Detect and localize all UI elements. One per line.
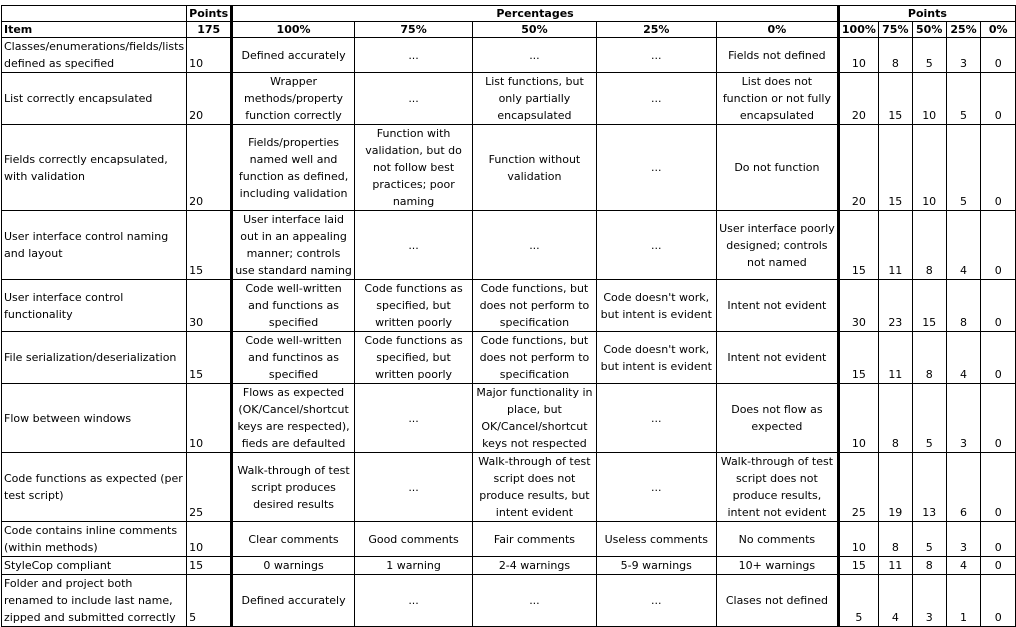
criterion-level-desc: User interface poorly designed; controls not named xyxy=(716,211,838,280)
criterion-item: User interface control functionality xyxy=(2,280,187,332)
points-header: Points xyxy=(187,6,232,22)
criterion-level-desc: Do not function xyxy=(716,125,838,211)
criterion-level-points: 0 xyxy=(981,211,1016,280)
criterion-level-points: 8 xyxy=(946,280,981,332)
criterion-level-points: 0 xyxy=(981,575,1016,627)
criterion-level-desc: No comments xyxy=(716,522,838,557)
criterion-points: 20 xyxy=(187,125,232,211)
criterion-level-desc: ... xyxy=(596,453,716,522)
criterion-level-desc: Useless comments xyxy=(596,522,716,557)
criterion-points: 5 xyxy=(187,575,232,627)
criterion-item: Folder and project both renamed to include last name, zipped and submitted correctly xyxy=(2,575,187,627)
criterion-level-desc: 5-9 warnings xyxy=(596,557,716,575)
criterion-level-points: 0 xyxy=(981,453,1016,522)
criterion-level-desc: ... xyxy=(596,38,716,73)
criterion-level-points: 15 xyxy=(838,211,878,280)
criterion-level-desc: Does not flow as expected xyxy=(716,384,838,453)
criterion-level-points: 8 xyxy=(878,384,912,453)
criterion-level-points: 0 xyxy=(981,38,1016,73)
criterion-level-points: 4 xyxy=(946,557,981,575)
criterion-level-points: 0 xyxy=(981,73,1016,125)
criterion-level-desc: Code doesn't work, but intent is evident xyxy=(596,332,716,384)
criterion-level-desc: ... xyxy=(596,211,716,280)
table-row xyxy=(2,522,1016,557)
criterion-level-points: 10 xyxy=(838,38,878,73)
criterion-level-desc: Code functions as specified, but written poorly xyxy=(354,332,472,384)
criterion-level-points: 8 xyxy=(912,332,946,384)
pct-col-header: 75% xyxy=(354,22,472,38)
criterion-level-points: 10 xyxy=(912,125,946,211)
criterion-level-points: 19 xyxy=(878,453,912,522)
criterion-level-desc: 10+ warnings xyxy=(716,557,838,575)
criterion-level-desc: Defined accurately xyxy=(232,575,355,627)
criterion-level-points: 13 xyxy=(912,453,946,522)
table-row xyxy=(2,557,1016,575)
table-row xyxy=(2,332,1016,384)
criterion-points: 10 xyxy=(187,384,232,453)
criterion-level-desc: Wrapper methods/property function correctly xyxy=(232,73,355,125)
criterion-level-desc: ... xyxy=(354,38,472,73)
table-row xyxy=(2,211,1016,280)
criterion-level-points: 0 xyxy=(981,522,1016,557)
criterion-level-desc: ... xyxy=(354,384,472,453)
header-blank xyxy=(2,6,187,22)
header-row-1 xyxy=(2,6,1016,22)
criterion-level-points: 23 xyxy=(878,280,912,332)
criterion-level-desc: ... xyxy=(596,125,716,211)
criterion-level-desc: Function with validation, but do not follow best practices; poor naming xyxy=(354,125,472,211)
criterion-level-desc: 0 warnings xyxy=(232,557,355,575)
rubric-rows xyxy=(2,38,1016,627)
criterion-points: 15 xyxy=(187,332,232,384)
criterion-item: File serialization/deserialization xyxy=(2,332,187,384)
pt-col-header: 75% xyxy=(878,22,912,38)
table-row xyxy=(2,73,1016,125)
criterion-level-points: 0 xyxy=(981,125,1016,211)
criterion-level-points: 0 xyxy=(981,557,1016,575)
criterion-level-desc: Clear comments xyxy=(232,522,355,557)
criterion-level-points: 3 xyxy=(912,575,946,627)
criterion-item: Code contains inline comments (within methods) xyxy=(2,522,187,557)
criterion-level-desc: Major functionality in place, but OK/Cancel/shortcut keys not respected xyxy=(473,384,596,453)
criterion-level-desc: Code functions as specified, but written poorly xyxy=(354,280,472,332)
criterion-level-desc: Good comments xyxy=(354,522,472,557)
criterion-level-desc: Walk-through of test script does not produce results, intent not evident xyxy=(716,453,838,522)
criterion-level-desc: Fair comments xyxy=(473,522,596,557)
pt-col-header: 50% xyxy=(912,22,946,38)
criterion-level-points: 0 xyxy=(981,332,1016,384)
criterion-level-points: 11 xyxy=(878,332,912,384)
criterion-points: 10 xyxy=(187,522,232,557)
criterion-level-points: 5 xyxy=(912,38,946,73)
pct-col-header: 25% xyxy=(596,22,716,38)
criterion-level-points: 15 xyxy=(838,557,878,575)
criterion-level-desc: ... xyxy=(354,453,472,522)
criterion-level-points: 5 xyxy=(912,522,946,557)
criterion-level-desc: List functions, but only partially encapsulated xyxy=(473,73,596,125)
pct-col-header: 0% xyxy=(716,22,838,38)
criterion-level-points: 15 xyxy=(878,125,912,211)
criterion-level-desc: ... xyxy=(473,575,596,627)
criterion-level-points: 5 xyxy=(912,384,946,453)
criterion-level-points: 20 xyxy=(838,125,878,211)
criterion-level-points: 3 xyxy=(946,38,981,73)
criterion-item: Code functions as expected (per test script) xyxy=(2,453,187,522)
item-header: Item xyxy=(2,22,187,38)
criterion-level-desc: Walk-through of test script does not produce results, but intent evident xyxy=(473,453,596,522)
table-row xyxy=(2,125,1016,211)
criterion-points: 20 xyxy=(187,73,232,125)
criterion-item: Classes/enumerations/fields/lists defined as specified xyxy=(2,38,187,73)
criterion-level-points: 3 xyxy=(946,522,981,557)
criterion-level-points: 3 xyxy=(946,384,981,453)
pt-col-header: 25% xyxy=(946,22,981,38)
pt-col-header: 0% xyxy=(981,22,1016,38)
criterion-level-points: 11 xyxy=(878,557,912,575)
criterion-level-desc: ... xyxy=(473,38,596,73)
pct-col-header: 50% xyxy=(473,22,596,38)
criterion-points: 25 xyxy=(187,453,232,522)
criterion-level-desc: Clases not defined xyxy=(716,575,838,627)
criterion-level-points: 8 xyxy=(912,211,946,280)
criterion-level-points: 4 xyxy=(946,211,981,280)
criterion-level-desc: ... xyxy=(596,73,716,125)
criterion-level-points: 8 xyxy=(912,557,946,575)
criterion-level-points: 10 xyxy=(838,384,878,453)
criterion-level-points: 15 xyxy=(838,332,878,384)
criterion-level-desc: Flows as expected (OK/Cancel/shortcut keys are respected), fieds are defaulted xyxy=(232,384,355,453)
criterion-level-desc: ... xyxy=(354,211,472,280)
criterion-level-desc: Defined accurately xyxy=(232,38,355,73)
criterion-level-desc: Code functions, but does not perform to specification xyxy=(473,332,596,384)
criterion-item: Flow between windows xyxy=(2,384,187,453)
criterion-level-desc: Fields not defined xyxy=(716,38,838,73)
criterion-level-desc: Intent not evident xyxy=(716,280,838,332)
criterion-level-desc: Code well-written and functions as specified xyxy=(232,280,355,332)
criterion-level-desc: 2-4 warnings xyxy=(473,557,596,575)
criterion-level-points: 5 xyxy=(946,73,981,125)
criterion-level-points: 20 xyxy=(838,73,878,125)
rubric-table xyxy=(1,5,1016,627)
criterion-level-desc: List does not function or not fully encapsulated xyxy=(716,73,838,125)
criterion-level-points: 8 xyxy=(878,522,912,557)
criterion-item: StyleCop compliant xyxy=(2,557,187,575)
criterion-points: 15 xyxy=(187,557,232,575)
criterion-level-points: 30 xyxy=(838,280,878,332)
criterion-level-desc: ... xyxy=(596,384,716,453)
criterion-level-desc: ... xyxy=(596,575,716,627)
criterion-level-points: 0 xyxy=(981,280,1016,332)
criterion-level-desc: User interface laid out in an appealing manner; controls use standard naming xyxy=(232,211,355,280)
criterion-item: User interface control naming and layout xyxy=(2,211,187,280)
criterion-level-points: 8 xyxy=(878,38,912,73)
criterion-level-points: 15 xyxy=(912,280,946,332)
criterion-level-desc: Fields/properties named well and function as defined, including validation xyxy=(232,125,355,211)
criterion-level-points: 4 xyxy=(878,575,912,627)
table-row xyxy=(2,38,1016,73)
criterion-level-desc: ... xyxy=(354,73,472,125)
criterion-level-points: 4 xyxy=(946,332,981,384)
criterion-level-points: 5 xyxy=(838,575,878,627)
criterion-level-desc: Walk-through of test script produces desired results xyxy=(232,453,355,522)
pct-col-header: 100% xyxy=(232,22,355,38)
criterion-level-points: 5 xyxy=(946,125,981,211)
table-row xyxy=(2,575,1016,627)
criterion-level-desc: 1 warning xyxy=(354,557,472,575)
criterion-level-desc: Code well-written and functinos as specified xyxy=(232,332,355,384)
criterion-level-desc: Code functions, but does not perform to specification xyxy=(473,280,596,332)
percentages-header: Percentages xyxy=(232,6,839,22)
criterion-level-points: 25 xyxy=(838,453,878,522)
criterion-item: Fields correctly encapsulated, with validation xyxy=(2,125,187,211)
criterion-item: List correctly encapsulated xyxy=(2,73,187,125)
header-row-2 xyxy=(2,22,1016,38)
table-row xyxy=(2,453,1016,522)
criterion-level-points: 15 xyxy=(878,73,912,125)
criterion-level-desc: Intent not evident xyxy=(716,332,838,384)
total-points: 175 xyxy=(187,22,232,38)
table-row xyxy=(2,384,1016,453)
criterion-level-desc: Function without validation xyxy=(473,125,596,211)
criterion-points: 10 xyxy=(187,38,232,73)
pt-col-header: 100% xyxy=(838,22,878,38)
criterion-level-desc: Code doesn't work, but intent is evident xyxy=(596,280,716,332)
criterion-level-desc: ... xyxy=(473,211,596,280)
criterion-points: 30 xyxy=(187,280,232,332)
criterion-level-points: 1 xyxy=(946,575,981,627)
points-breakdown-header: Points xyxy=(838,6,1015,22)
criterion-level-points: 10 xyxy=(838,522,878,557)
criterion-level-points: 0 xyxy=(981,384,1016,453)
criterion-level-points: 6 xyxy=(946,453,981,522)
criterion-level-points: 11 xyxy=(878,211,912,280)
criterion-level-points: 10 xyxy=(912,73,946,125)
criterion-level-desc: ... xyxy=(354,575,472,627)
table-row xyxy=(2,280,1016,332)
criterion-points: 15 xyxy=(187,211,232,280)
